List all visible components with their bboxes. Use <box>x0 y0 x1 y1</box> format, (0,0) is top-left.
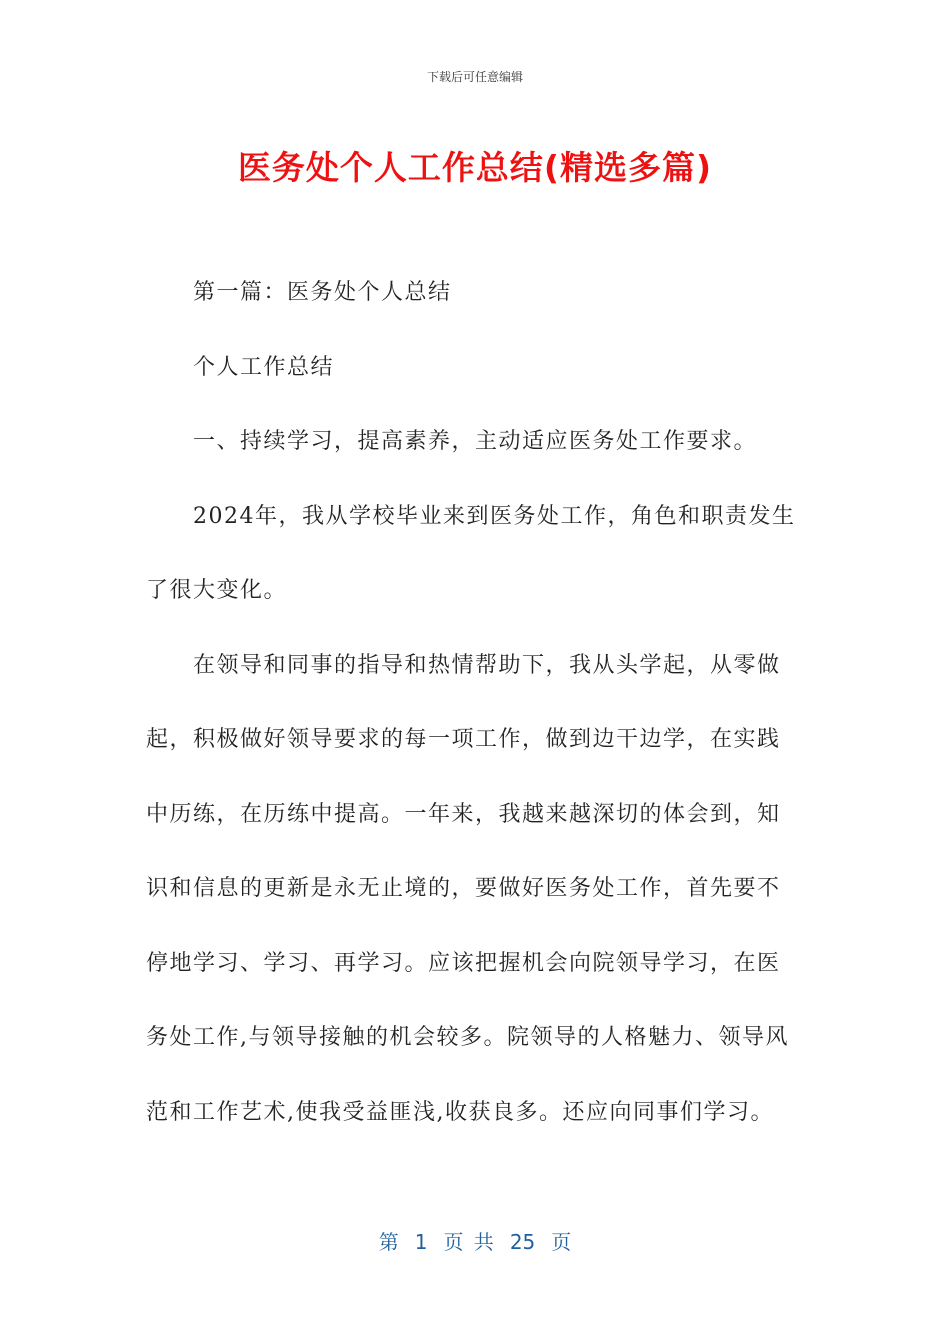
point-heading: 一、持续学习，提高素养，主动适应医务处工作要求。 <box>193 429 758 454</box>
footer-suffix: 页 <box>551 1230 572 1254</box>
download-note: 下载后可任意编辑 <box>426 70 523 84</box>
paragraph-line: 中历练，在历练中提高。一年来，我越来越深切的体会到，知 <box>146 801 781 827</box>
page-footer <box>0 1226 950 1255</box>
paragraph-line: 2024年，我从学校毕业来到医务处工作，角色和职责发生 <box>193 503 796 529</box>
paragraph-line: 识和信息的更新是永无止境的，要做好医务处工作，首先要不 <box>146 876 781 901</box>
footer-middle: 页 共 <box>443 1230 494 1254</box>
paragraph-line: 范和工作艺术,使我受益匪浅,收获良多。还应向同事们学习。 <box>146 1099 774 1125</box>
paragraph-line: 务处工作,与领导接触的机会较多。院领导的人格魅力、领导风 <box>146 1025 789 1050</box>
footer-prefix: 第 <box>378 1230 399 1254</box>
subsection-heading: 个人工作总结 <box>193 354 335 380</box>
document-title: 医务处个人工作总结(精选多篇) <box>237 148 713 187</box>
document-body <box>146 256 806 1150</box>
current-page-number: 1 <box>414 1230 428 1254</box>
paragraph-line: 起，积极做好领导要求的每一项工作，做到边干边学，在实践 <box>146 727 781 752</box>
total-page-number: 25 <box>509 1230 536 1254</box>
paragraph-line: 了很大变化。 <box>146 578 288 603</box>
section-heading: 第一篇：医务处个人总结 <box>193 280 452 305</box>
paragraph-line: 停地学习、学习、再学习。应该把握机会向院领导学习，在医 <box>146 950 781 976</box>
paragraph-line: 在领导和同事的指导和热情帮助下，我从头学起，从零做 <box>193 652 781 678</box>
